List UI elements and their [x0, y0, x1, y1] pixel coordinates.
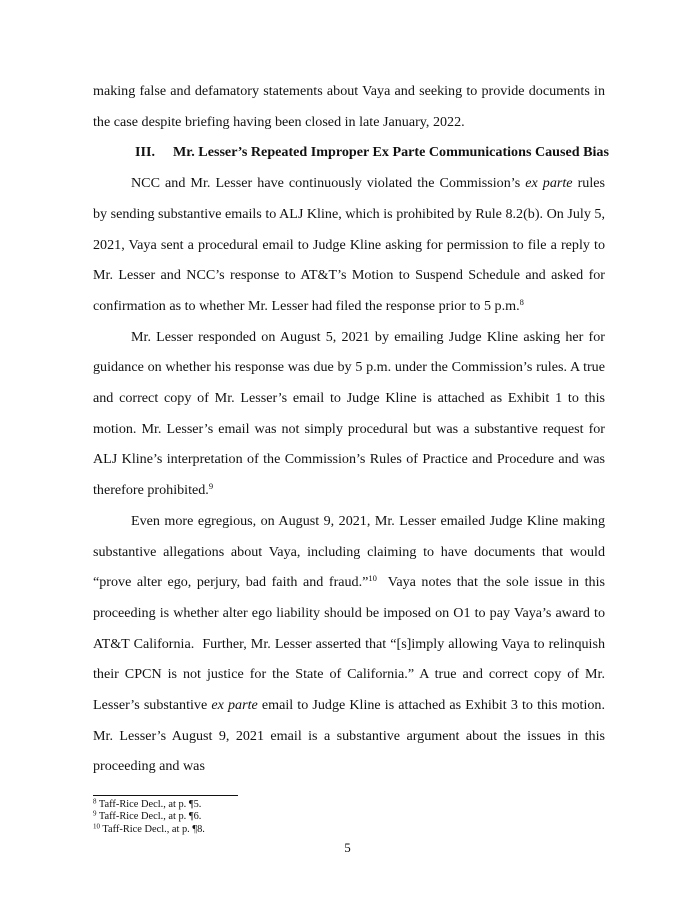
footnote [93, 799, 393, 811]
footnote [93, 811, 393, 823]
paragraph-text: rules by sending substantive emails to ALJ Kline, which is prohibited by Rule 8.2(b). On July 5, 2021, Vaya sent a procedural email to Judge Kline asking for permission to file a reply to Mr. Lesser and NCC’s response to AT&T’s Motion to Suspend Schedule and asked for confirmation as to whether Mr. Lesser had filed the response prior to 5 p.m. [93, 175, 605, 314]
paragraph-text: Even more egregious, on August 9, 2021, Mr. Lesser emailed Judge Kline making substantive allegations about Vaya, including claiming to have documents that would “prove alter ego, perjury, bad faith and fraud.” [93, 512, 605, 591]
body-text [93, 76, 609, 782]
footnote-number: 9 [93, 809, 97, 818]
footnote-ref-8: 8 [519, 296, 524, 307]
italic-term: ex parte [525, 175, 573, 192]
paragraph-ex-parte-rules [93, 168, 605, 322]
section-number: III. [135, 144, 155, 161]
footnote-ref-10: 10 [368, 573, 377, 584]
paragraph-text: email to Judge Kline is attached as Exhibit 3 to this motion. Mr. Lesser’s August 9, 2021 email is a substantive argument about the issues in this proceeding and was [93, 697, 606, 775]
footnote-text: Taff-Rice Decl., at p. ¶6. [98, 811, 202, 823]
section-title: Mr. Lesser’s Repeated Improper Ex Parte Communications Caused Bias [173, 144, 609, 161]
footnote-ref-9: 9 [208, 481, 214, 492]
footnote-number: 8 [93, 797, 97, 806]
paragraph-continuation: making false and defamatory statements about Vaya and seeking to provide documents in the case despite briefing having been closed in late January, 2022. [93, 83, 605, 130]
footnotes [93, 799, 393, 836]
footnote-text: Taff-Rice Decl., at p. ¶8. [102, 823, 205, 835]
page-number: 5 [344, 840, 351, 855]
section-heading [93, 137, 609, 168]
paragraph-text: Vaya notes that the sole issue in this proceeding is whether alter ego liability should be imposed on O1 to pay Vaya’s award to AT&T California. Further, Mr. Lesser asserted that “[s]imply allowing Vaya to relinquish their CPCN is not justice for the State of California.” A true and correct copy of Mr. Lesser’s substantive [93, 574, 605, 714]
italic-term: ex parte [211, 697, 258, 714]
paragraph-text: Mr. Lesser responded on August 5, 2021 by emailing Judge Kline asking her for guidance on whether his response was due by 5 p.m. under the Commission’s rules. A true and correct copy of Mr. Lesser’s email to Judge Kline is attached as Exhibit 1 to this motion. Mr. Lesser’s email was not simply procedural but was a substantive request for ALJ Kline’s interpretation of the Commission’s Rules of Practice and Procedure and was therefore prohibited. [93, 328, 605, 499]
paragraph-august-9-email [93, 506, 605, 782]
footnote-number: 10 [93, 822, 100, 831]
footnote-text: Taff-Rice Decl., at p. ¶5. [98, 799, 202, 810]
paragraph-august-5-email [93, 322, 605, 506]
paragraph-text: NCC and Mr. Lesser have continuously violated the Commission’s [131, 175, 526, 192]
footnote-divider [93, 795, 238, 796]
footnote [93, 824, 393, 836]
